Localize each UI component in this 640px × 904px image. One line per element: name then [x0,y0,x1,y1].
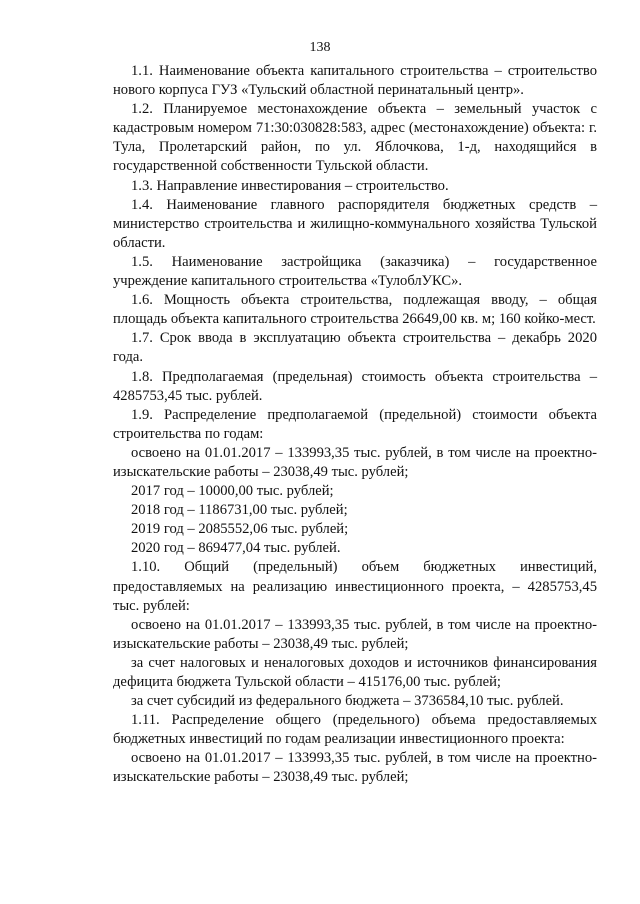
page-number: 138 [309,40,331,55]
paragraph-1-6: 1.6. Мощность объекта строительства, подлежащая вводу, – общая площадь объекта капитального строительства 26649,00 кв. м; 160 койко-мест. [113,292,597,328]
paragraph-1-10-federal: за счет субсидий из федерального бюджета – 3736584,10 тыс. рублей. [131,693,564,710]
paragraph-1-10: 1.10. Общий (предельный) объем бюджетных инвестиций, предоставляемых на реализацию инвестиционного проекта, – 4285753,45 тыс. рублей: [113,559,597,614]
paragraph-1-2: 1.2. Планируемое местонахождение объекта – земельный участок с кадастровым номером 71:30:030828:583, адрес (местонахождение) объекта: г. Тула, Пролетарский район, по ул. Яблочкова, 1-д, находящийся в государственной собственности Тульской области. [113,101,597,175]
paragraph-1-1: 1.1. Наименование объекта капитального строительства – строительство нового корпуса ГУЗ «Тульский областной перинатальный центр». [113,63,597,99]
paragraph-1-11: 1.11. Распределение общего (предельного) объема предоставляемых бюджетных инвестиций по годам реализации инвестиционного проекта: [113,712,597,748]
paragraph-1-10-regional: за счет налоговых и неналоговых доходов и источников финансирования дефицита бюджета Тульской области – 415176,00 тыс. рублей; [113,654,597,690]
paragraph-1-5: 1.5. Наименование застройщика (заказчика) – государственное учреждение капитального строительства «ТулоблУКС». [113,253,597,290]
document-body [113,62,597,788]
paragraph-1-9-year-2017: 2017 год – 10000,00 тыс. рублей; [131,483,334,500]
paragraph-1-4: 1.4. Наименование главного распорядителя бюджетных средств – министерство строительства и жилищно-коммунального хозяйства Тульской области. [113,196,597,251]
paragraph-1-10-spent: освоено на 01.01.2017 – 133993,35 тыс. рублей, в том числе на проектно-изыскательские работы – 23038,49 тыс. рублей; [113,616,597,652]
paragraph-1-9-year-2019: 2019 год – 2085552,06 тыс. рублей; [131,521,349,538]
paragraph-1-3: 1.3. Направление инвестирования – строительство. [131,177,449,194]
paragraph-1-9-year-2020: 2020 год – 869477,04 тыс. рублей. [131,540,341,557]
paragraph-1-9-spent: освоено на 01.01.2017 – 133993,35 тыс. рублей, в том числе на проектно-изыскательские работы – 23038,49 тыс. рублей; [113,444,597,480]
paragraph-1-9: 1.9. Распределение предполагаемой (предельной) стоимости объекта строительства по годам: [113,406,597,442]
paragraph-1-9-year-2018: 2018 год – 1186731,00 тыс. рублей; [131,502,348,519]
paragraph-1-7: 1.7. Срок ввода в эксплуатацию объекта строительства – декабрь 2020 года. [113,330,597,366]
paragraph-1-8: 1.8. Предполагаемая (предельная) стоимость объекта строительства – 4285753,45 тыс. рублей. [113,368,597,404]
paragraph-1-11-spent: освоено на 01.01.2017 – 133993,35 тыс. рублей, в том числе на проектно-изыскательские работы – 23038,49 тыс. рублей; [113,750,597,786]
